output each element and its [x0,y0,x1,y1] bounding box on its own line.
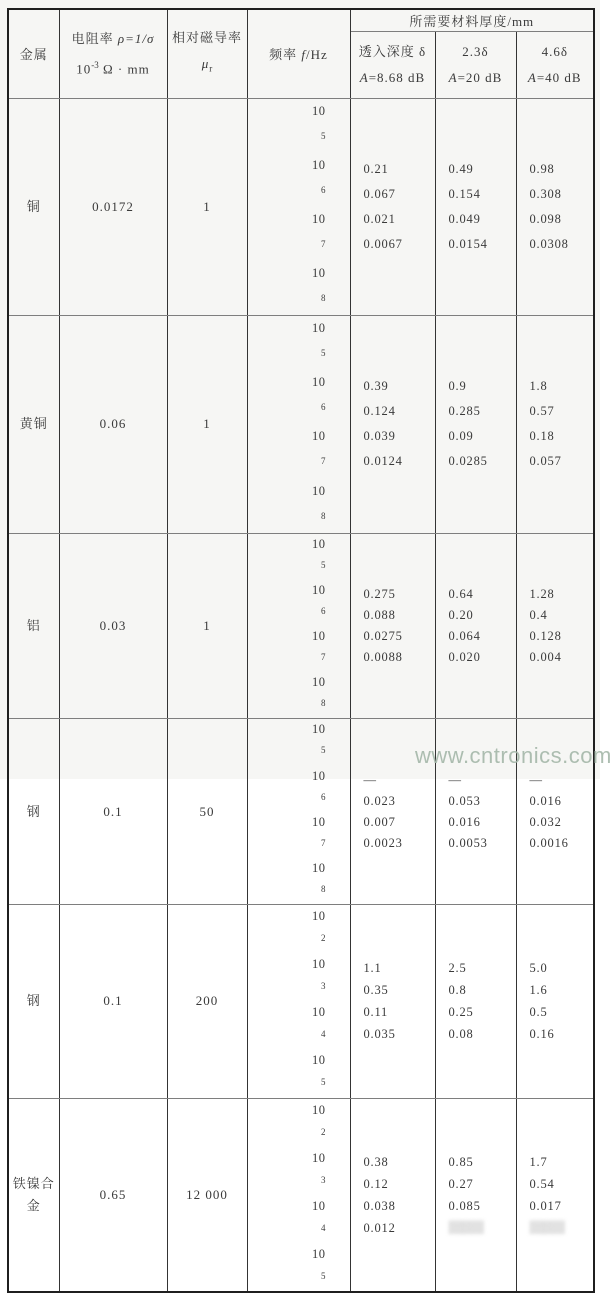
header-resistivity-unit: Ω · mm [103,60,150,76]
permeability-value: 200 [167,905,247,1099]
frequency-cell: 10 $^5$ 10 $^6$ 10 $^7$ 10 $^8$ [247,98,350,316]
t40-cell: 1.8 0.57 0.18 0.057 [516,316,594,534]
permeability-value: 50 [167,719,247,905]
t40-cell: 5.0 1.6 0.5 0.16 [516,905,594,1099]
header-frequency-symbol: f [301,47,307,63]
depth-cell: 0.39 0.124 0.039 0.0124 [350,316,435,534]
t40-cell: 1.28 0.4 0.128 0.004 [516,533,594,719]
frequency-cell: 10 $^2$ 10 $^3$ 10 $^4$ 10 $^5$ [247,1098,350,1292]
t20-cell: 0.85 0.27 0.085 ▒▒▒▒▒ [435,1098,516,1292]
permeability-value: 1 [167,316,247,534]
header-t20-A: A [448,69,458,85]
header-permeability-symbol: μ [201,56,210,72]
header-resistivity-formula: ρ=1/σ [117,30,155,46]
header-metal-label: 金属 [19,47,48,63]
watermark: www.cntronics.com [415,743,612,768]
depth-cell: 0.275 0.088 0.0275 0.0088 [350,533,435,719]
table-row-steel-200 [8,905,594,1099]
table-row-steel-50 [8,719,594,905]
frequency-cell: 10 $^5$ 10 $^6$ 10 $^7$ 10 $^8$ [247,316,350,534]
t40-cell: 1.7 0.54 0.017 ▒▒▒▒▒ [516,1098,594,1292]
header-t40-column [516,31,594,98]
table-row-iron-nickel-alloy [8,1098,594,1292]
header-depth-formula: =8.68 dB [368,69,426,85]
header-resistivity [59,9,167,98]
resistivity-value: 0.06 [59,316,167,534]
header-depth-column [350,31,435,98]
resistivity-value: 0.65 [59,1098,167,1292]
header-permeability [167,9,247,98]
t20-cell: 0.64 0.20 0.064 0.020 [435,533,516,719]
illegible-smudge: ▒▒▒▒▒ [448,1220,484,1234]
metal-name: 钢 [8,905,59,1099]
header-frequency-zh: 频率 [269,47,298,63]
resistivity-value: 0.03 [59,533,167,719]
metal-name: 钢 [8,719,59,905]
illegible-smudge: ▒▒▒▒▒ [529,1220,565,1234]
t20-cell: 0.49 0.154 0.049 0.0154 [435,98,516,316]
t20-cell: 2.5 0.8 0.25 0.08 [435,905,516,1099]
header-thickness-title: 所需要材料厚度/mm [409,13,535,29]
header-resistivity-zh: 电阻率 [71,30,114,46]
depth-cell: 0.21 0.067 0.021 0.0067 [350,98,435,316]
depth-cell: — 0.023 0.007 0.0023 [350,719,435,905]
table-row-copper [8,98,594,316]
t40-cell: — 0.016 0.032 0.0016 [516,719,594,905]
table-row-brass [8,316,594,534]
header-t40-formula: =40 dB [536,69,582,85]
permeability-value: 1 [167,533,247,719]
permeability-value: 12 000 [167,1098,247,1292]
resistivity-value: 0.1 [59,719,167,905]
metal-name: 铝 [8,533,59,719]
resistivity-value: 0.0172 [59,98,167,316]
header-t40-A: A [527,69,537,85]
frequency-cell: 10 $^2$ 10 $^3$ 10 $^4$ 10 $^5$ [247,905,350,1099]
header-depth-label: 透入深度 δ [358,43,427,59]
header-t20-column [435,31,516,98]
header-permeability-zh: 相对磁导率 [171,30,242,46]
metal-name: 铁镍合金 [8,1098,59,1292]
frequency-cell: 10 $^5$ 10 $^6$ 10 $^7$ 10 $^8$ [247,719,350,905]
header-t20-formula: =20 dB [457,69,503,85]
table-row-aluminum [8,533,594,719]
t20-cell: — 0.053 0.016 0.0053 [435,719,516,905]
header-permeability-subscript: r [209,64,213,75]
depth-cell: 1.1 0.35 0.11 0.035 [350,905,435,1099]
frequency-cell: 10 $^5$ 10 $^6$ 10 $^7$ 10 $^8$ [247,533,350,719]
header-depth-A: A [359,69,369,85]
header-resistivity-exp: -3 [91,59,99,70]
depth-cell: 0.38 0.12 0.038 0.012 [350,1098,435,1292]
header-t40-label: 4.6δ [541,43,568,59]
header-metal [8,9,59,98]
header-t20-label: 2.3δ [462,43,489,59]
header-frequency [247,9,350,98]
metal-name: 黄铜 [8,316,59,534]
resistivity-value: 0.1 [59,905,167,1099]
shielding-thickness-table [7,8,595,1293]
header-thickness-group [350,9,594,31]
header-frequency-unit: /Hz [306,47,328,63]
metal-name: 铜 [8,98,59,316]
t40-cell: 0.98 0.308 0.098 0.0308 [516,98,594,316]
header-resistivity-base: 10 [76,60,92,76]
permeability-value: 1 [167,98,247,316]
t20-cell: 0.9 0.285 0.09 0.0285 [435,316,516,534]
